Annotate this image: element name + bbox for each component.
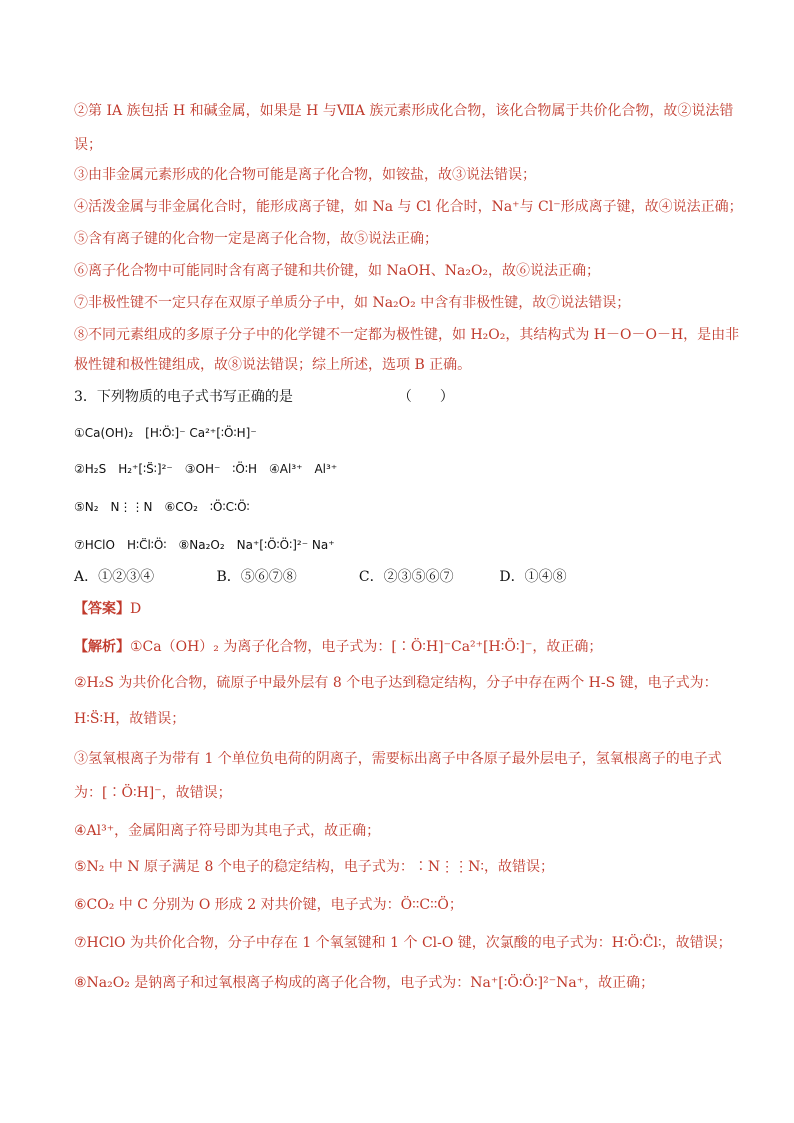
- analysis-line-10: ⑧Na₂O₂ 是钠离子和过氧根离子构成的离子化合物，电子式为：Na⁺[∶Ö∶Ö∶]²⁻Na⁺，故正确；: [74, 975, 655, 991]
- answer-bracket: （ ）: [397, 389, 454, 405]
- explanation-line-8: ⑧不同元素组成的多原子分子中的化学键不一定都为极性键，如 H₂O₂，其结构式为 H－O－O－H，是由非: [74, 327, 740, 343]
- explanation-line-2: ②第 IA 族包括 H 和碱金属，如果是 H 与ⅦA 族元素形成化合物，该化合物属于共价化合物，故②说法错: [74, 103, 734, 119]
- explanation-line-2-cont: 误；: [74, 137, 102, 153]
- explanation-line-8-cont: 极性键和极性键组成，故⑧说法错误；综上所述，选项 B 正确。: [74, 357, 472, 373]
- analysis-line-5: 为：[∶Ö∶H]⁻，故错误；: [74, 785, 232, 801]
- answer-line: [74, 600, 141, 618]
- answer-value: D: [130, 601, 142, 617]
- formula-row-1: ①Ca(OH)₂ [H∶Ö∶]⁻ Ca²⁺[∶Ö∶H]⁻: [74, 426, 257, 440]
- analysis-line-4: ③氢氧根离子为带有 1 个单位负电荷的阴离子，需要标出离子中各原子最外层电子，氢氧根离子的电子式: [74, 751, 722, 767]
- formula-row-4: ⑦HClO H∶C̈l∶Ö∶ ⑧Na₂O₂ Na⁺[∶Ö∶Ö∶]²⁻ Na⁺: [74, 538, 335, 552]
- options-row: [74, 568, 567, 586]
- question-text: 3．下列物质的电子式书写正确的是: [74, 389, 293, 405]
- analysis-line-8: ⑥CO₂ 中 C 分别为 O 形成 2 对共价键，电子式为：Ö∶∶C∶∶Ö；: [74, 897, 463, 913]
- analysis-line-3: H∶S̈∶H，故错误；: [74, 711, 186, 727]
- analysis-line-1: [74, 638, 602, 656]
- question-stem: [74, 388, 454, 406]
- formula-row-3: ⑤N₂ N⋮⋮N ⑥CO₂ ∶Ö∶C∶Ö∶: [74, 500, 250, 514]
- option-d: D．①④⑧: [499, 569, 567, 585]
- analysis-text-1: ①Ca（OH）₂ 为离子化合物，电子式为：[∶Ö∶H]⁻Ca²⁺[H∶Ö∶]⁻，故正确；: [130, 639, 603, 655]
- answer-tag: 【答案】: [74, 601, 130, 617]
- option-c: C．②③⑤⑥⑦: [358, 569, 454, 585]
- formula-row-2: ②H₂S H₂⁺[∶S̈∶]²⁻ ③OH⁻ ∶Ö∶H ④Al³⁺ Al³⁺: [74, 462, 338, 476]
- analysis-tag: 【解析】: [74, 639, 130, 655]
- explanation-line-3: ③由非金属元素形成的化合物可能是离子化合物，如铵盐，故③说法错误；: [74, 167, 536, 183]
- explanation-line-6: ⑥离子化合物中可能同时含有离子键和共价键，如 NaOH、Na₂O₂，故⑥说法正确；: [74, 263, 601, 279]
- analysis-line-7: ⑤N₂ 中 N 原子满足 8 个电子的稳定结构，电子式为：∶N⋮⋮N∶，故错误；: [74, 859, 554, 875]
- option-b: B．⑤⑥⑦⑧: [216, 569, 297, 585]
- analysis-line-9: ⑦HClO 为共价化合物，分子中存在 1 个氧氢键和 1 个 Cl-O 键，次氯酸的电子式为：H∶Ö∶C̈l∶，故错误；: [74, 935, 732, 951]
- option-a: A．①②③④: [74, 569, 155, 585]
- explanation-line-7: ⑦非极性键不一定只存在双原子单质分子中，如 Na₂O₂ 中含有非极性键，故⑦说法错误；: [74, 295, 631, 311]
- analysis-line-2: ②H₂S 为共价化合物，硫原子中最外层有 8 个电子达到稳定结构，分子中存在两个 H-S 键，电子式为：: [74, 675, 718, 691]
- explanation-line-5: ⑤含有离子键的化合物一定是离子化合物，故⑤说法正确；: [74, 231, 438, 247]
- analysis-line-6: ④Al³⁺，金属阳离子符号即为其电子式，故正确；: [74, 823, 381, 839]
- explanation-line-4: ④活泼金属与非金属化合时，能形成离子键，如 Na 与 Cl 化合时，Na⁺与 Cl⁻形成离子键，故④说法正确；: [74, 199, 743, 215]
